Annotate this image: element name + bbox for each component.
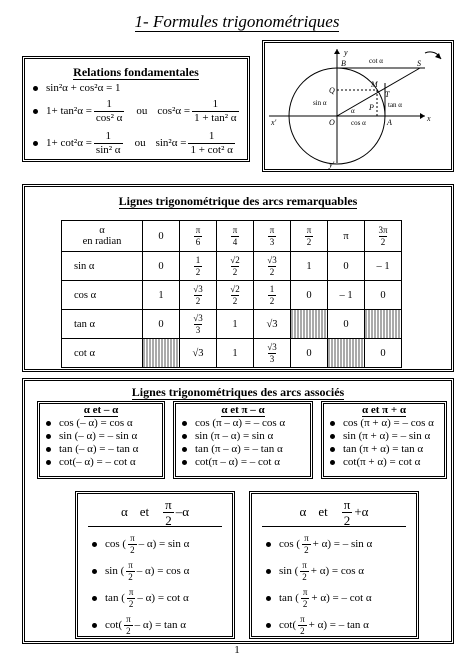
formula-line: cos ( $\frac{\pi}{2}$ + α) = – sin α [266, 531, 416, 557]
function-label: cot α [62, 339, 143, 368]
fraction: $\frac{√3}{3}$ [193, 312, 203, 335]
undefined-cell [328, 339, 365, 368]
fraction: $\frac{\pi}{2}$ [165, 496, 172, 528]
label-S: S [417, 59, 421, 68]
arcs-remarquables-box [22, 184, 454, 372]
assoc-box-minus-alpha: α et – α cos (– α) = cos α sin (– α) = – sin α tan (– α) = – tan α cot(– α) = – cot α [37, 401, 165, 479]
formula-line: sin (π + α) = – sin α [330, 430, 444, 442]
label-O: O [329, 118, 335, 127]
formula-line: sin ( $\frac{\pi}{2}$ + α) = cos α [266, 558, 416, 584]
formula-line: tan ( $\frac{\pi}{2}$ – α) = cot α [92, 585, 232, 611]
fraction: $\frac{\pi}{2}$ [128, 586, 134, 609]
value-cell [217, 281, 254, 310]
fraction: $\frac{\pi}{3}$ [269, 224, 275, 247]
table-row [62, 252, 402, 281]
bullet-icon [182, 460, 187, 465]
value-cell: 0 [143, 310, 180, 339]
value-cell [254, 252, 291, 281]
label-y: y [344, 48, 348, 57]
formula-list [252, 531, 416, 638]
fraction: $\frac{\pi}{2}$ [302, 559, 307, 582]
formula-line: cos (π + α) = – cos α [330, 417, 444, 429]
fraction: $\frac{\pi}{2}$ [306, 224, 312, 247]
trig-circle-diagram [265, 43, 451, 169]
relation-line-2: 1+ tan²α = $\frac{1}{\text{cos² α}}$ ou cos²α = $\frac{1}{\text{1 + tan² α}}$ [33, 95, 247, 127]
formula-line: tan (π – α) = – tan α [182, 443, 310, 455]
formula-line: tan ( $\frac{\pi}{2}$ + α) = – cot α [266, 585, 416, 611]
bullet-icon [33, 141, 38, 146]
label-x: x [427, 114, 431, 123]
bullet-icon [330, 434, 335, 439]
angle-cell [254, 221, 291, 252]
formula-line: cot( $\frac{\pi}{2}$ – α) = tan α [92, 612, 232, 638]
fraction: $\frac{1}{\text{sin² α}}$ [95, 129, 121, 156]
table-row [62, 339, 402, 368]
radius-line [337, 68, 420, 116]
circle-box [262, 40, 454, 172]
value-cell: 1 [217, 339, 254, 368]
angle-header: α en radian [62, 221, 143, 252]
value-cell: 0 [328, 252, 365, 281]
value-cell [254, 281, 291, 310]
fraction: $\frac{√3}{3}$ [267, 341, 277, 364]
bullet-icon [46, 421, 51, 426]
formula-line: cot( $\frac{\pi}{2}$ + α) = – tan α [266, 612, 416, 638]
fraction: $\frac{\pi}{2}$ [300, 613, 305, 636]
angle-cell [365, 221, 402, 252]
value-cell: 0 [291, 339, 328, 368]
label-M: M [371, 80, 378, 89]
label-xp: x' [271, 118, 277, 127]
bullet-icon [46, 460, 51, 465]
value-cell: 0 [143, 252, 180, 281]
fraction: $\frac{1}{2}$ [195, 254, 201, 277]
value-cell: √3 [180, 339, 217, 368]
bullet-icon [33, 109, 38, 114]
formula-line: sin (π – α) = sin α [182, 430, 310, 442]
bullet-icon [266, 569, 271, 574]
value-cell [180, 310, 217, 339]
assoc-box-pi-minus-alpha: α et π – α cos (π – α) = – cos α sin (π – α) = sin α tan (π – α) = – tan α cot(π – α) = – cot α [173, 401, 313, 479]
bullet-icon [182, 421, 187, 426]
formula-line: tan (π + α) = tan α [330, 443, 444, 455]
page-title: 1- Formules trigonométriques [134, 12, 340, 31]
table-heading: Lignes trigonométrique des arcs remarquables [118, 194, 358, 208]
formula-line: cos (π – α) = – cos α [182, 417, 310, 429]
label-sin: sin α [313, 99, 327, 107]
fraction: $\frac{\pi}{2}$ [126, 613, 131, 636]
undefined-cell [291, 310, 328, 339]
function-label: tan α [62, 310, 143, 339]
bullet-icon [46, 434, 51, 439]
angle-cell [180, 221, 217, 252]
fraction: $\frac{\pi}{4}$ [232, 224, 238, 247]
function-label: cos α [62, 281, 143, 310]
label-alpha: α [351, 107, 355, 115]
bullet-icon [46, 447, 51, 452]
fraction: $\frac{1}{\text{1 + tan² α}}$ [194, 97, 237, 124]
formula-line: cot(π + α) = cot α [330, 456, 444, 468]
value-cell: 1 [143, 281, 180, 310]
formula-line: sin ( $\frac{\pi}{2}$ – α) = cos α [92, 558, 232, 584]
bullet-icon [92, 542, 97, 547]
bullet-icon [330, 460, 335, 465]
fraction: $\frac{\pi}{2}$ [343, 496, 351, 528]
function-label: sin α [62, 252, 143, 281]
value-cell: 0 [291, 281, 328, 310]
bullet-icon [92, 596, 97, 601]
angle-cell [217, 221, 254, 252]
label-Q: Q [329, 86, 335, 95]
angle-cell: π [328, 221, 365, 252]
fraction: $\frac{3\pi}{2}$ [378, 224, 388, 247]
relations-heading: Relations fondamentales [73, 65, 199, 79]
label-tan: tan α [388, 101, 402, 109]
arcs-associes-box [22, 378, 454, 644]
label-T: T [385, 90, 390, 99]
value-cell: 0 [328, 310, 365, 339]
formula-line: sin (– α) = – sin α [46, 430, 162, 442]
fraction: $\frac{√2}{2}$ [230, 283, 240, 306]
label-cot: cot α [369, 57, 383, 65]
value-cell: – 1 [328, 281, 365, 310]
bullet-icon [92, 623, 97, 628]
undefined-cell [143, 339, 180, 368]
bullet-icon [92, 569, 97, 574]
label-P: P [369, 103, 374, 112]
assoc-box-pi-plus-alpha: α et π + α cos (π + α) = – cos α sin (π + α) = – sin α tan (π + α) = tan α cot(π + α) = cot α [321, 401, 447, 479]
bullet-icon [33, 86, 38, 91]
angle-cell: 0 [143, 221, 180, 252]
assoc-box-half-pi-minus-alpha [75, 491, 235, 639]
bullet-icon [330, 421, 335, 426]
assoc-heading: Lignes trigonométriques des arcs associés [131, 385, 345, 399]
page-number: 1 [234, 644, 240, 656]
relation-line-3: 1+ cot²α = $\frac{1}{\text{sin² α}}$ ou sin²α = $\frac{1}{\text{1 + cot² α}}$ [33, 127, 247, 159]
fraction: $\frac{\pi}{2}$ [302, 586, 308, 609]
value-cell: 0 [365, 281, 402, 310]
value-cell: – 1 [365, 252, 402, 281]
value-cell: 1 [217, 310, 254, 339]
bullet-icon [266, 542, 271, 547]
fraction: $\frac{√2}{2}$ [230, 254, 240, 277]
value-cell [180, 252, 217, 281]
bullet-icon [266, 596, 271, 601]
label-A: A [387, 118, 392, 127]
bullet-icon [182, 434, 187, 439]
fraction: $\frac{\pi}{2}$ [304, 532, 309, 555]
formula-line: cos ( $\frac{\pi}{2}$ – α) = sin α [92, 531, 232, 557]
angle-cell [291, 221, 328, 252]
formula-line: cot(π – α) = – cot α [182, 456, 310, 468]
value-cell: 1 [291, 252, 328, 281]
table-header-row [62, 221, 402, 252]
relations-box [22, 56, 250, 162]
fraction: $\frac{1}{\text{cos² α}}$ [95, 97, 123, 124]
formula-line: tan (– α) = – tan α [46, 443, 162, 455]
fraction: $\frac{\pi}{2}$ [130, 532, 135, 555]
bullet-icon [330, 447, 335, 452]
box-title: α et $\frac{\pi}{2}$ +α [262, 498, 406, 527]
fraction: $\frac{√3}{2}$ [267, 254, 277, 277]
assoc-box-half-pi-plus-alpha [249, 491, 419, 639]
fraction: $\frac{1}{2}$ [269, 283, 275, 306]
table-row [62, 310, 402, 339]
formula-line: cot(– α) = – cot α [46, 456, 162, 468]
box-title: α et $\frac{\pi}{2}$ –α [88, 498, 222, 527]
undefined-cell [365, 310, 402, 339]
fraction: $\frac{\pi}{2}$ [128, 559, 133, 582]
value-cell [254, 339, 291, 368]
value-cell: 0 [365, 339, 402, 368]
value-cell [217, 252, 254, 281]
x-arrow-icon [420, 113, 425, 119]
table-row [62, 281, 402, 310]
label-yp: y' [329, 160, 335, 169]
relation-line-1: sin²α + cos²α = 1 [33, 81, 247, 95]
bullet-icon [266, 623, 271, 628]
fraction: $\frac{1}{\text{1 + cot² α}}$ [190, 129, 233, 156]
formula-list [78, 531, 232, 638]
fraction: $\frac{\pi}{6}$ [195, 224, 201, 247]
value-cell [180, 281, 217, 310]
fraction: $\frac{√3}{2}$ [193, 283, 203, 306]
y-arrow-icon [334, 49, 340, 54]
bullet-icon [182, 447, 187, 452]
label-cos: cos α [351, 119, 366, 127]
trig-values-table [61, 220, 402, 368]
label-B: B [341, 59, 346, 68]
value-cell: √3 [254, 310, 291, 339]
formula-line: cos (– α) = cos α [46, 417, 162, 429]
